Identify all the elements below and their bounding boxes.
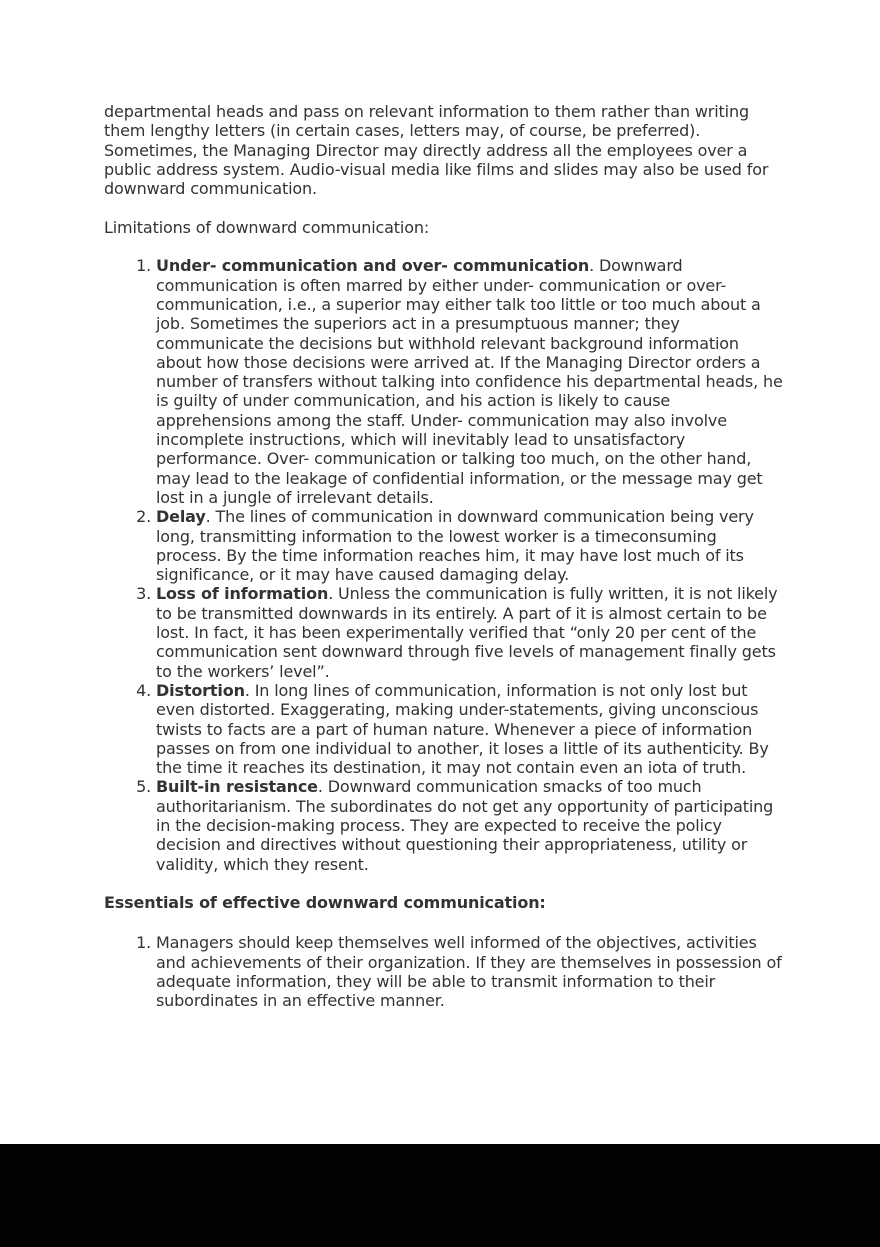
limitations-list [104,256,784,874]
limitation-term: Distortion [156,680,245,700]
essentials-heading: Essentials of effective downward communication: [104,893,546,913]
document-content [104,102,784,1030]
limitation-item-under-over-communication [156,256,784,507]
limitation-item-built-in-resistance [156,777,784,873]
limitation-text: . In long lines of communication, information is not only lost but even distorted. Exaggerating, making under-statements, giving unconscious twists to facts are a part of human nature. Whenever a piece of information passes on from one individual to another, it loses a little of its authenticity. By the time it reaches its destination, it may not contain even an iota of truth. [156,680,769,778]
limitation-term: Built-in resistance [156,777,318,797]
essential-text: Managers should keep themselves well informed of the objectives, activities and achievements of their organization. If they are themselves in possession of adequate information, they will be able to transmit information to their subordinates in an effective manner. [156,933,782,1011]
essential-item [156,933,784,1010]
limitation-item-delay [156,507,784,584]
bottom-black-bar [0,1144,880,1247]
limitation-text: . The lines of communication in downward communication being very long, transmitting information to the lowest worker is a timeconsuming process. By the time information reaches him, it may have lost much of its significance, or it may have caused damaging delay. [156,507,754,585]
limitation-term: Under- communication and over- communication [156,256,590,276]
limitation-text: . Downward communication smacks of too much authoritarianism. The subordinates do not get any opportunity of participating in the decision-making process. They are expected to receive the policy decision and directives without questioning their appropriateness, utility or validity, which they resent. [156,777,774,874]
intro-paragraph: departmental heads and pass on relevant information to them rather than writing them lengthy letters (in certain cases, letters may, of course, be preferred). Sometimes, the Managing Director may directly address all the employees over a public address system. Audio-visual media like films and slides may also be used for downward communication. [104,102,769,199]
essentials-list [104,933,784,1010]
limitation-term: Loss of information [156,584,329,604]
limitation-term: Delay [156,507,206,527]
limitation-text: . Unless the communication is fully written, it is not likely to be transmitted downwards in its entirely. A part of it is almost certain to be lost. In fact, it has been experimentally verified that “only 20 per cent of the communication sent downward through five levels of management finally gets to the workers’ level”. [156,584,778,681]
limitations-heading: Limitations of downward communication: [104,217,430,237]
limitation-item-distortion [156,681,784,777]
limitation-text: . Downward communication is often marred by either under- communication or over-communication, i.e., a superior may either talk too little or too much about a job. Sometimes the superiors act in a presumptuous manner; they communicate the decisions but withhold relevant background information about how those decisions were arrived at. If the Managing Director orders a number of transfers without talking into confidence his departmental heads, he is guilty of under communication, and his action is likely to cause apprehensions among the staff. Under- communication may also involve incomplete instructions, which will inevitably lead to unsatisfactory performance. Over- communication or talking too much, on the other hand, may lead to the leakage of confidential information, or the message may get lost in a jungle of irrelevant details. [156,256,783,507]
limitation-item-loss-of-information [156,584,784,680]
